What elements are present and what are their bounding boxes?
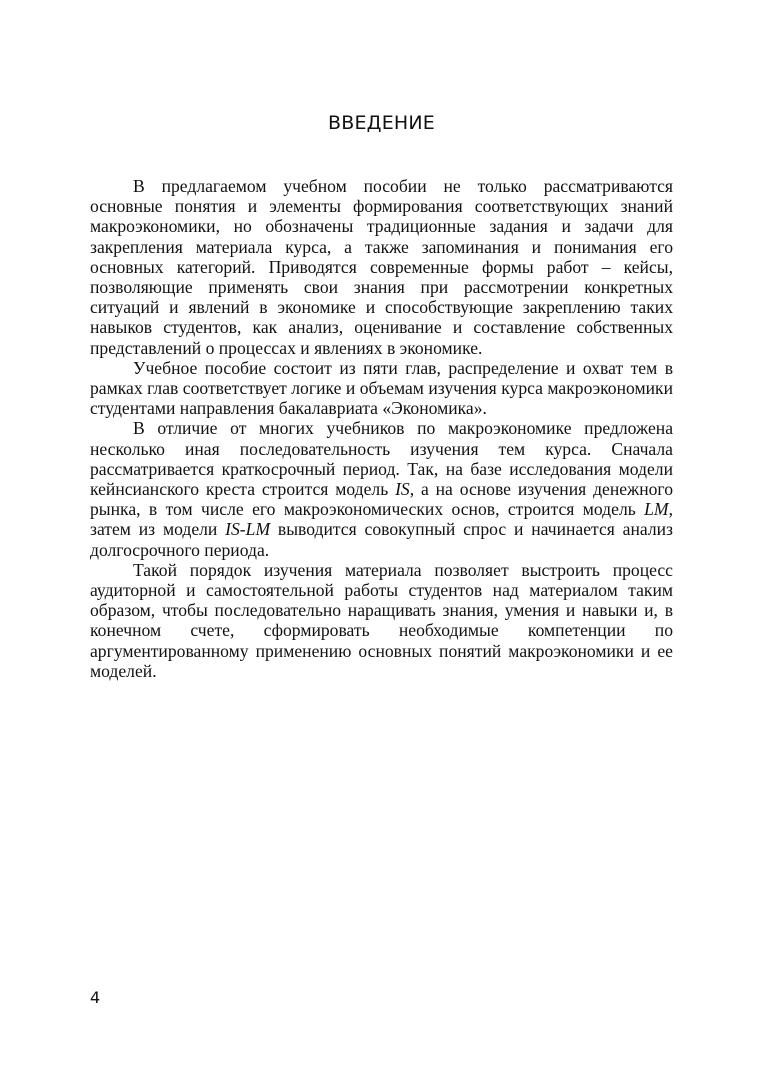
page-title: ВВЕДЕНИЕ: [327, 112, 436, 134]
paragraph-text: Такой порядок изучения материала позволяет выстроить процесс аудиторной и самостоятельной работы студентов над материалом таким образом, чтобы последовательно наращивать знания, умения и навыки и, в конечном счете, сформировать необходимые компетенции по аргументированному применению основных понятий макроэкономики и ее моделей.: [90, 559, 673, 681]
italic-term: LM: [644, 499, 669, 520]
italic-term: IS-LM: [225, 519, 271, 540]
paragraph: [90, 560, 673, 681]
paragraph-text: В отличие от многих учебников по макроэкономике предложена несколько иная последовательность изучения тем курса. Сначала рассматривается краткосрочный период. Так, на базе исследования модели кейнсианского креста строится модель: [90, 418, 673, 500]
paragraph: [90, 418, 673, 559]
paragraph: [90, 176, 673, 358]
paragraph-text: , затем из модели: [90, 499, 673, 540]
italic-term: IS: [395, 479, 410, 500]
page-number: 4: [90, 988, 101, 1007]
paragraph: [90, 358, 673, 419]
paragraph-text: , а на основе изучения денежного рынка, в том числе его макроэкономических основ, строится модель: [90, 479, 673, 520]
paragraph-text: В предлагаемом учебном пособии не только рассматриваются основные понятия и элементы формирования соответствующих знаний макроэкономики, но обозначены традиционные задания и задачи для закрепления материала курса, а также запоминания и понимания его основных категорий. Приводятся современные формы работ – кейсы, позволяющие применять свои знания при рассмотрении конкретных ситуаций и явлений в экономике и способствующие закреплению таких навыков студентов, как анализ, оценивание и составление собственных представлений о процессах и явлениях в экономике.: [90, 176, 673, 358]
paragraph-text: выводится совокупный спрос и начинается анализ долгосрочного периода.: [90, 519, 673, 560]
paragraph-text: Учебное пособие состоит из пяти глав, распределение и охват тем в рамках глав соответствует логике и объемам изучения курса макроэкономики студентами направления бакалавриата «Экономика».: [90, 357, 673, 419]
body-text: [90, 176, 673, 681]
